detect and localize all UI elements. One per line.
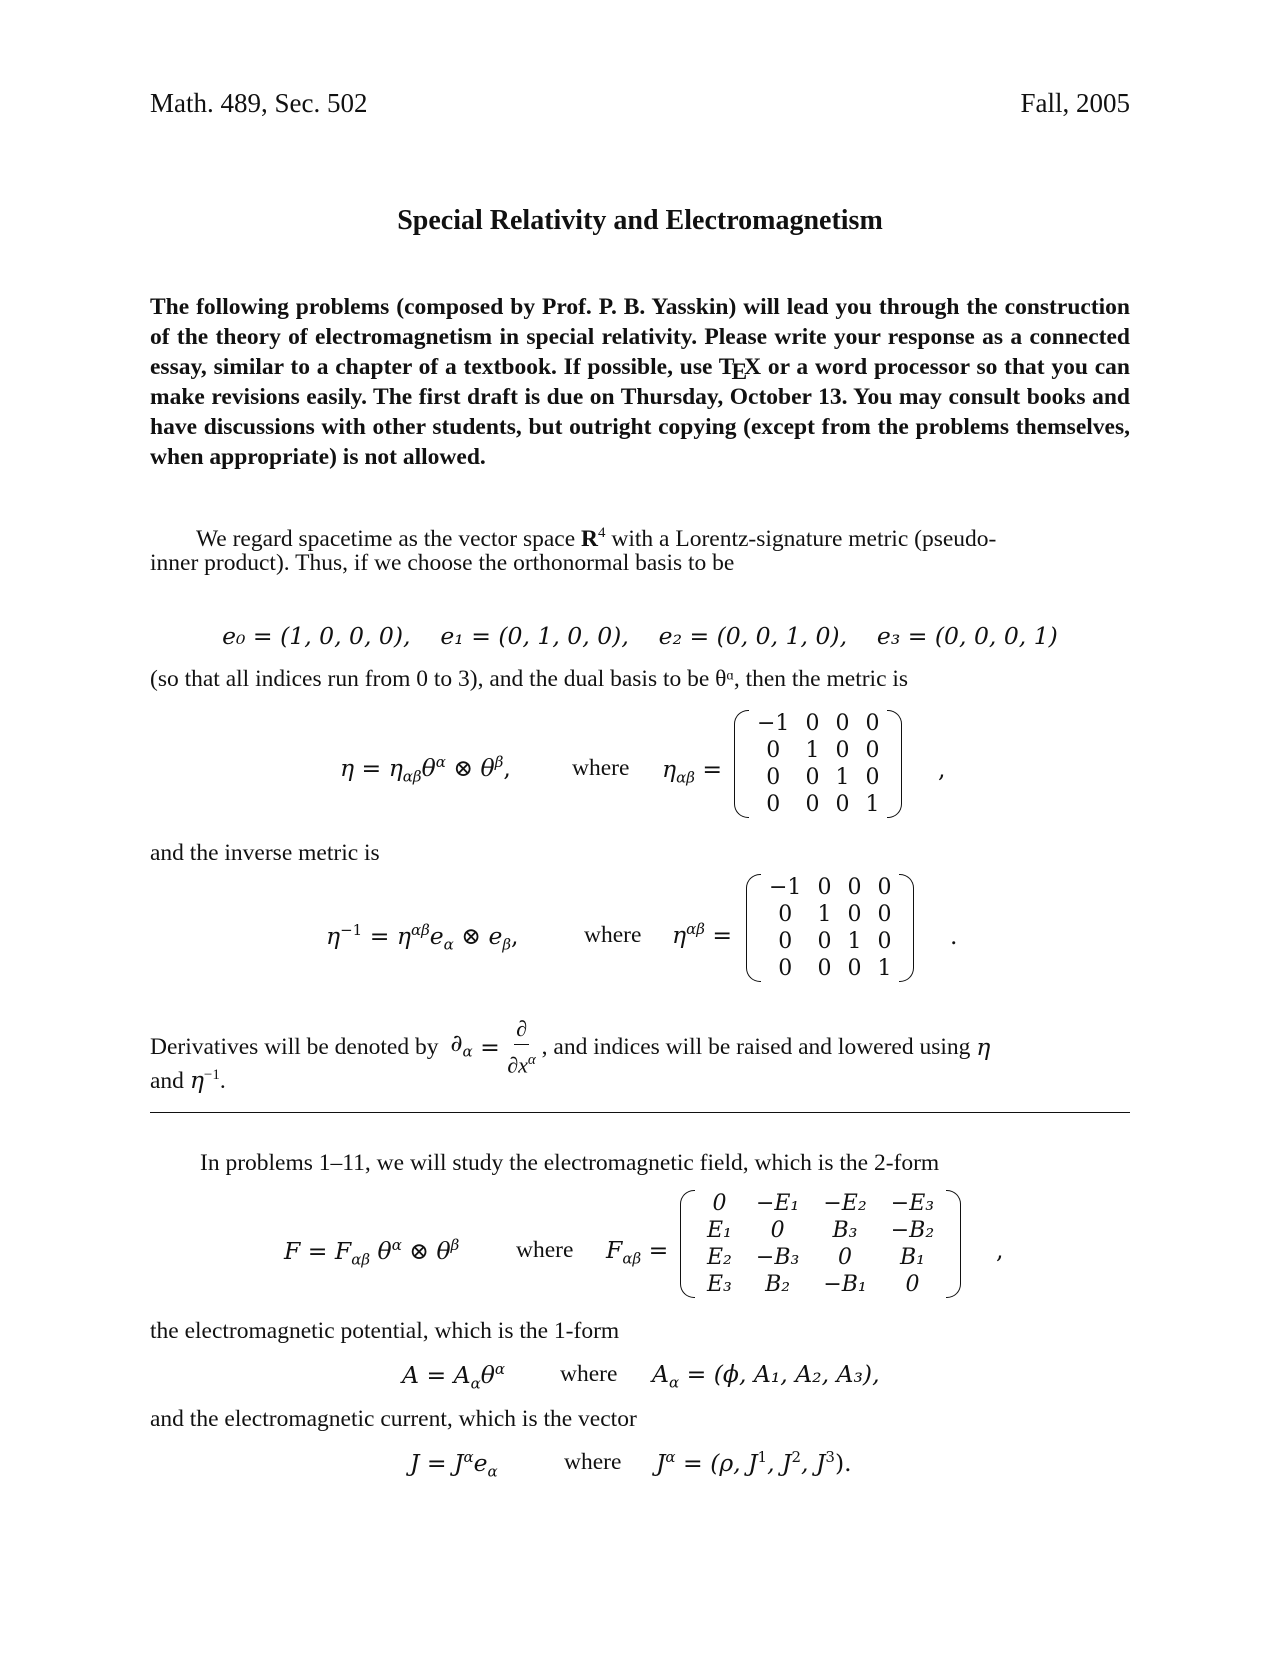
matrix-cell: 0 [778,956,793,981]
matrix-cell: −E₂ [823,1191,867,1216]
matrix-cell: 0 [770,1218,785,1243]
matrix-cell: 0 [865,765,880,790]
matrix-cell: 0 [838,1245,853,1270]
inverse-rhs-eta: η [672,920,687,949]
matrix-cell: 1 [877,956,892,981]
field-lhs-theta: θ [370,1236,392,1265]
matrix-cell: B₂ [765,1272,791,1297]
matrix-cell: 0 [778,929,793,954]
fraction-den-text: ∂x [507,1052,528,1078]
tex-logo [718,354,762,385]
metric-matrix [734,710,902,818]
problems-intro: In problems 1–11, we will study the electromagnetic field, which is the 2-form [200,1150,940,1176]
matrix-cell: 0 [905,1272,920,1297]
current-lhs-sup: α [463,1448,474,1466]
matrix-cell: 0 [835,711,850,736]
potential-lhs-a: A = A [402,1360,471,1389]
current-rhs-s1: 1 [757,1448,768,1466]
potential-lhs-theta: θ [480,1360,495,1389]
fraction-denominator [507,1045,536,1080]
field-trail: , [996,1236,1004,1264]
matrix-cell: 0 [766,738,781,763]
matrix-cell: 0 [805,711,820,736]
matrix-cell: 0 [712,1191,727,1216]
matrix-cell: −B₁ [823,1272,867,1297]
matrix-cell: 1 [835,765,850,790]
inverse-matrix-table [761,874,899,982]
potential-rhs [652,1360,880,1392]
current-lhs [410,1448,498,1481]
derivatives-text-b: , and indices will be raised and lowered using [535,1034,977,1061]
potential-rhs-a: A [652,1360,669,1388]
left-paren [734,710,749,818]
current-lhs-e: e [473,1448,488,1477]
metric-where: where [572,755,630,781]
partial-alpha [450,1028,472,1067]
reals-exponent: 4 [598,525,606,541]
derivatives-line2-a: and [150,1067,190,1094]
matrix-cell: 0 [766,792,781,817]
metric-rhs-sub: αβ [676,768,695,787]
potential-lhs [402,1360,505,1393]
derivatives-eta: η [976,1033,991,1062]
matrix-cell: 0 [847,956,862,981]
section-divider [150,1112,1130,1113]
inverse-rhs-sup: αβ [686,920,705,938]
intro-paragraph [150,292,1130,472]
matrix-cell: 0 [835,792,850,817]
tex-logo-t: T [718,354,735,380]
current-rhs-c: , J [801,1448,826,1477]
matrix-cell: 0 [877,875,892,900]
matrix-cell: 0 [877,929,892,954]
inverse-lhs-sub1: α [443,935,454,954]
tex-logo-e: E [731,359,748,385]
term-label: Fall, 2005 [1020,88,1130,118]
para1-line2: inner product). Thus, if we choose the orthonormal basis to be [150,550,735,576]
inverse-lhs-sup: −1 [340,921,363,939]
inverse-intro: and the inverse metric is [150,840,380,866]
current-rhs-j: J [656,1448,666,1477]
inverse-rhs-label [672,920,732,949]
matrix-cell: 1 [865,792,880,817]
matrix-cell: 0 [865,738,880,763]
field-lhs-sup1: α [391,1236,402,1254]
field-lhs-f: F = F [284,1236,352,1265]
matrix-cell: 0 [766,765,781,790]
metric-lhs-comma: , [503,753,511,782]
current-rhs [656,1448,852,1477]
course-label: Math. 489, Sec. 502 [150,88,368,118]
metric-lhs-theta: θ [421,753,436,782]
matrix-cell: −E₁ [755,1191,800,1216]
inverse-matrix [746,874,914,982]
field-matrix-table [695,1190,946,1298]
matrix-cell: 0 [835,738,850,763]
current-rhs-d: ). [834,1448,852,1477]
matrix-cell: E₁ [707,1218,732,1243]
derivatives-line2-b: . [219,1067,226,1094]
current-where: where [564,1449,622,1475]
matrix-cell: 0 [805,792,820,817]
matrix-cell: −B₂ [890,1218,935,1243]
derivatives-eq: = [472,1033,508,1062]
matrix-cell: 0 [817,875,832,900]
para1-line1-b: with a Lorentz-signature metric (pseudo- [605,525,997,552]
matrix-cell: −E₃ [890,1191,935,1216]
matrix-cell: E₃ [707,1272,732,1297]
potential-lhs-sup: α [494,1360,506,1378]
field-where: where [516,1237,574,1263]
derivatives-text-a: Derivatives will be denoted by [150,1034,445,1061]
metric-rhs-eta: η [662,755,677,783]
current-rhs-sup: α [665,1448,676,1466]
metric-lhs-sup2: β [494,753,504,771]
inverse-lhs-comma: , [511,921,519,950]
matrix-cell: B₁ [899,1245,925,1270]
derivatives-line2-eta: η [189,1065,204,1094]
matrix-cell: E₂ [707,1245,732,1270]
matrix-cell: 0 [847,902,862,927]
matrix-cell: 0 [847,875,862,900]
current-rhs-s2: 2 [791,1448,802,1466]
matrix-cell: 0 [817,956,832,981]
matrix-cell: 0 [778,902,793,927]
indices-line: (so that all indices run from 0 to 3), and the dual basis to be θᵅ, then the metric is [150,666,909,692]
current-rhs-s3: 3 [825,1448,835,1466]
inverse-where: where [584,922,642,948]
metric-rhs-eq: = [702,755,723,783]
metric-matrix-table [749,710,887,818]
potential-lhs-sub: α [470,1374,481,1393]
current-lhs-j: J = J [410,1448,464,1477]
inverse-rhs-eq: = [712,920,733,949]
metric-lhs-otimes: ⊗ θ [445,753,495,782]
reals-symbol: R [581,525,598,552]
matrix-cell: 1 [817,902,832,927]
left-paren [746,874,761,982]
matrix-cell: 1 [847,929,862,954]
field-matrix [680,1190,961,1298]
field-rhs-label [606,1236,668,1268]
metric-lhs-sup1: α [435,753,446,771]
inverse-trail: . [950,922,958,950]
matrix-cell: 0 [877,902,892,927]
inverse-lhs [326,921,519,954]
matrix-cell: 0 [817,929,832,954]
matrix-cell: 0 [805,765,820,790]
metric-lhs-eta: η = η [340,753,403,782]
current-rhs-b: , J [767,1448,792,1477]
metric-lhs-sub: αβ [402,767,422,786]
derivative-fraction [507,1014,536,1080]
partial-symbol: ∂ [450,1028,463,1057]
matrix-cell: B₃ [832,1218,858,1243]
page-title: Special Relativity and Electromagnetism [397,205,883,236]
matrix-cell: −1 [757,711,790,736]
field-lhs-otimes: ⊗ θ [401,1236,451,1265]
basis-equation: e₀ = (1, 0, 0, 0), e₁ = (0, 1, 0, 0), e₂ = (0, 0, 1, 0), e₃ = (0, 0, 0, 1) [222,622,1058,650]
field-lhs-sub: αβ [351,1250,371,1269]
right-paren [946,1190,961,1298]
right-paren [899,874,914,982]
field-lhs-sup2: β [450,1236,460,1254]
right-paren [887,710,902,818]
inverse-lhs-eta: η [326,921,341,950]
matrix-cell: 0 [865,711,880,736]
metric-rhs-label [662,755,722,787]
matrix-cell: −B₃ [755,1245,800,1270]
field-rhs-f: F [606,1236,623,1264]
intro-text-a: The following problems (composed by Prof. P. B. Yasskin) will lead you through the construction of the theory of electromagnetism in special relativity. Please write your response as a connected essay, similar to a chapter of a textbook. If possible, use [150,294,1130,380]
potential-rhs-eq: = (ϕ, A₁, A₂, A₃), [679,1360,880,1388]
inverse-lhs-sub2: β [502,935,512,954]
field-lhs [284,1236,459,1269]
inverse-lhs-otimes: ⊗ e [453,921,503,950]
metric-trail: , [938,755,946,783]
intro-text-b: or a word processor so that you can make revisions easily. The first draft is due on Thursday, October 13. You may consult books and have discussions with other students, but outright copying (except from the problems themselves, when appropriate) is not allowed. [150,354,1130,470]
inverse-lhs-eq: = η [362,921,411,950]
potential-rhs-sub: α [668,1373,680,1392]
field-rhs-sub: αβ [622,1249,642,1268]
current-rhs-a: = (ρ, J [675,1448,758,1477]
field-rhs-eq: = [648,1236,669,1264]
inverse-lhs-sup2: αβ [410,921,430,939]
potential-intro: the electromagnetic potential, which is the 1-form [150,1318,620,1344]
derivatives-line2 [150,1060,226,1096]
tex-logo-x: X [744,354,762,380]
derivatives-line2-sup: −1 [203,1067,220,1083]
left-paren [680,1190,695,1298]
current-lhs-sub: α [487,1462,498,1481]
current-intro: and the electromagnetic current, which is the vector [150,1406,637,1432]
fraction-numerator: ∂ [514,1014,529,1045]
matrix-cell: 1 [805,738,820,763]
para1-line1-a: We regard spacetime as the vector space [196,525,582,552]
matrix-cell: −1 [769,875,802,900]
partial-sub: α [462,1042,473,1061]
fraction-den-sup: α [527,1052,536,1068]
inverse-lhs-e1: e [429,921,444,950]
metric-lhs [340,753,511,786]
potential-where: where [560,1361,618,1387]
derivatives-line [150,1014,990,1080]
